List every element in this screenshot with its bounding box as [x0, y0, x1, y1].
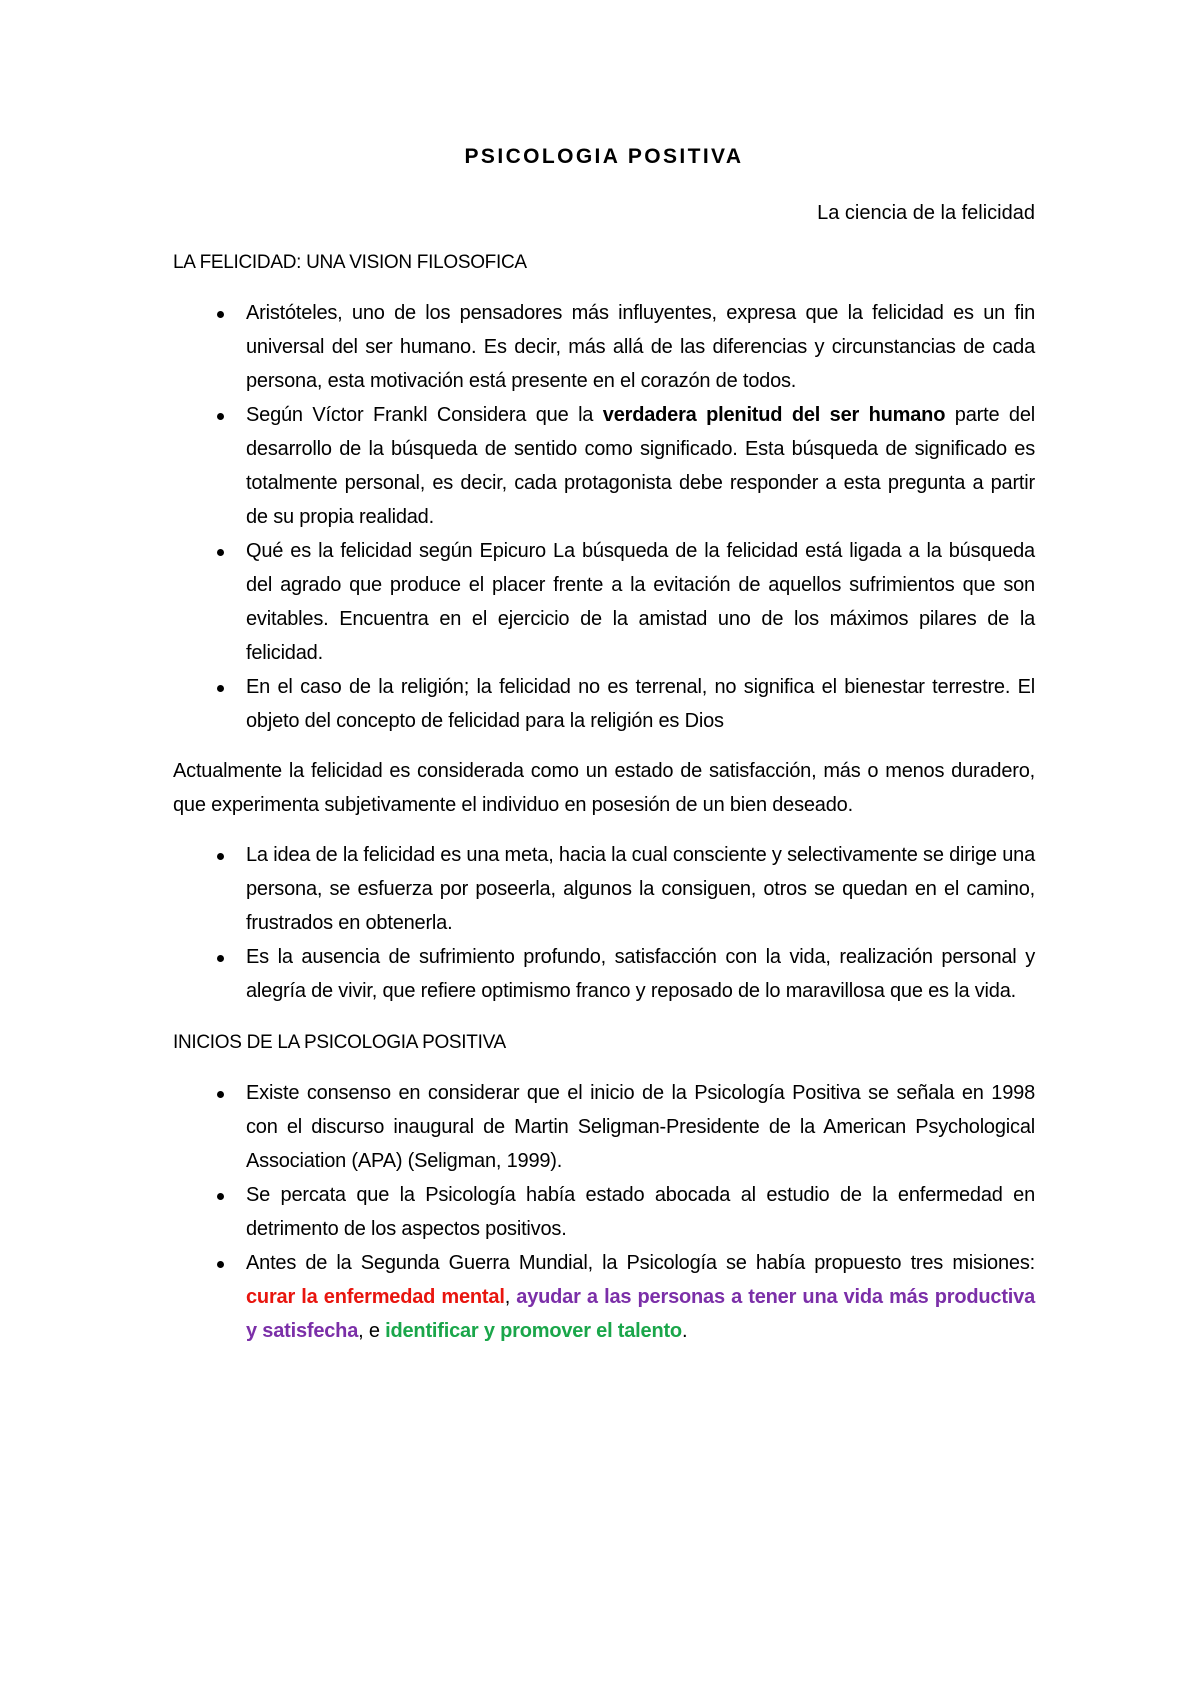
bullet-text: En el caso de la religión; la felicidad no es terrenal, no significa el bienestar terrestre. El objeto del concepto de felicidad para la religión es Dios — [246, 676, 1035, 732]
bullet-text: Aristóteles, uno de los pensadores más influyentes, expresa que la felicidad es un fin universal del ser humano. Es decir, más allá de las diferencias y circunstancias de cada persona, esta motivación está presente en el corazón de todos. — [246, 302, 1035, 392]
bullet-icon — [217, 1261, 224, 1268]
bullet-list-inicios — [173, 1076, 1035, 1348]
bullet-icon — [217, 853, 224, 860]
list-item — [173, 1076, 1035, 1178]
list-item — [173, 398, 1035, 534]
list-item — [173, 1246, 1035, 1348]
bullet-text-after: parte del desarrollo de la búsqueda de sentido como significado. Esta búsqueda de significado es totalmente personal, es decir, cada protagonista debe responder a esta pregunta a partir de su propia realidad. — [246, 404, 1035, 528]
document-page — [173, 140, 1035, 1348]
list-item — [173, 670, 1035, 738]
bullet-list-felicidad — [173, 838, 1035, 1008]
paragraph-actualmente: Actualmente la felicidad es considerada como un estado de satisfacción, más o menos duradero, que experimenta subjetivamente el individuo en posesión de un bien deseado. — [173, 760, 1035, 816]
list-item — [173, 838, 1035, 940]
document-subtitle: La ciencia de la felicidad — [817, 202, 1035, 224]
bullet-text: Qué es la felicidad según Epicuro La búsqueda de la felicidad está ligada a la búsqueda del agrado que produce el placer frente a la evitación de aquellos sufrimientos que son evitables. Encuentra en el ejercicio de la amistad uno de los máximos pilares de la felicidad. — [246, 540, 1035, 664]
list-item — [173, 534, 1035, 670]
list-item — [173, 940, 1035, 1008]
bullet-icon — [217, 549, 224, 556]
separator: , e — [358, 1320, 386, 1342]
bullet-icon — [217, 413, 224, 420]
bullet-text: La idea de la felicidad es una meta, hacia la cual consciente y selectivamente se dirige una persona, se esfuerza por poseerla, algunos la consiguen, otros se quedan en el camino, frustrados en obtenerla. — [246, 844, 1035, 934]
mission-ayudar: ayudar a las personas a tener una vida más productiva y satisfecha — [246, 1286, 1036, 1342]
mission-identificar: identificar y promover el talento — [385, 1320, 682, 1342]
bullet-text: Se percata que la Psicología había estado abocada al estudio de la enfermedad en detrimento de los aspectos positivos. — [246, 1184, 1035, 1240]
bullet-text-before: Según Víctor Frankl Considera que la — [246, 404, 603, 426]
separator: , — [504, 1286, 517, 1308]
bullet-icon — [217, 1091, 224, 1098]
bullet-icon — [217, 1193, 224, 1200]
bullet-icon — [217, 955, 224, 962]
bullet-list-filosofica — [173, 296, 1035, 738]
bullet-icon — [217, 311, 224, 318]
mission-curar: curar la enfermedad mental — [246, 1286, 505, 1308]
bullet-text-bold: verdadera plenitud del ser humano — [602, 404, 946, 426]
bullet-icon — [217, 685, 224, 692]
section-heading-inicios: INICIOS DE LA PSICOLOGIA POSITIVA — [173, 1032, 506, 1053]
document-title: PSICOLOGIA POSITIVA — [464, 145, 744, 168]
sentence-end: . — [681, 1320, 688, 1342]
section-heading-filosofica: LA FELICIDAD: UNA VISION FILOSOFICA — [173, 252, 527, 273]
list-item — [173, 296, 1035, 398]
bullet-text-before: Antes de la Segunda Guerra Mundial, la Psicología se había propuesto tres misiones: — [246, 1252, 1035, 1274]
bullet-text: Existe consenso en considerar que el inicio de la Psicología Positiva se señala en 1998 con el discurso inaugural de Martin Seligman-Presidente de la American Psychological Association (APA) (Seligman, 1999). — [246, 1082, 1035, 1172]
list-item — [173, 1178, 1035, 1246]
bullet-text: Es la ausencia de sufrimiento profundo, satisfacción con la vida, realización personal y alegría de vivir, que refiere optimismo franco y reposado de lo maravillosa que es la vida. — [246, 946, 1035, 1002]
